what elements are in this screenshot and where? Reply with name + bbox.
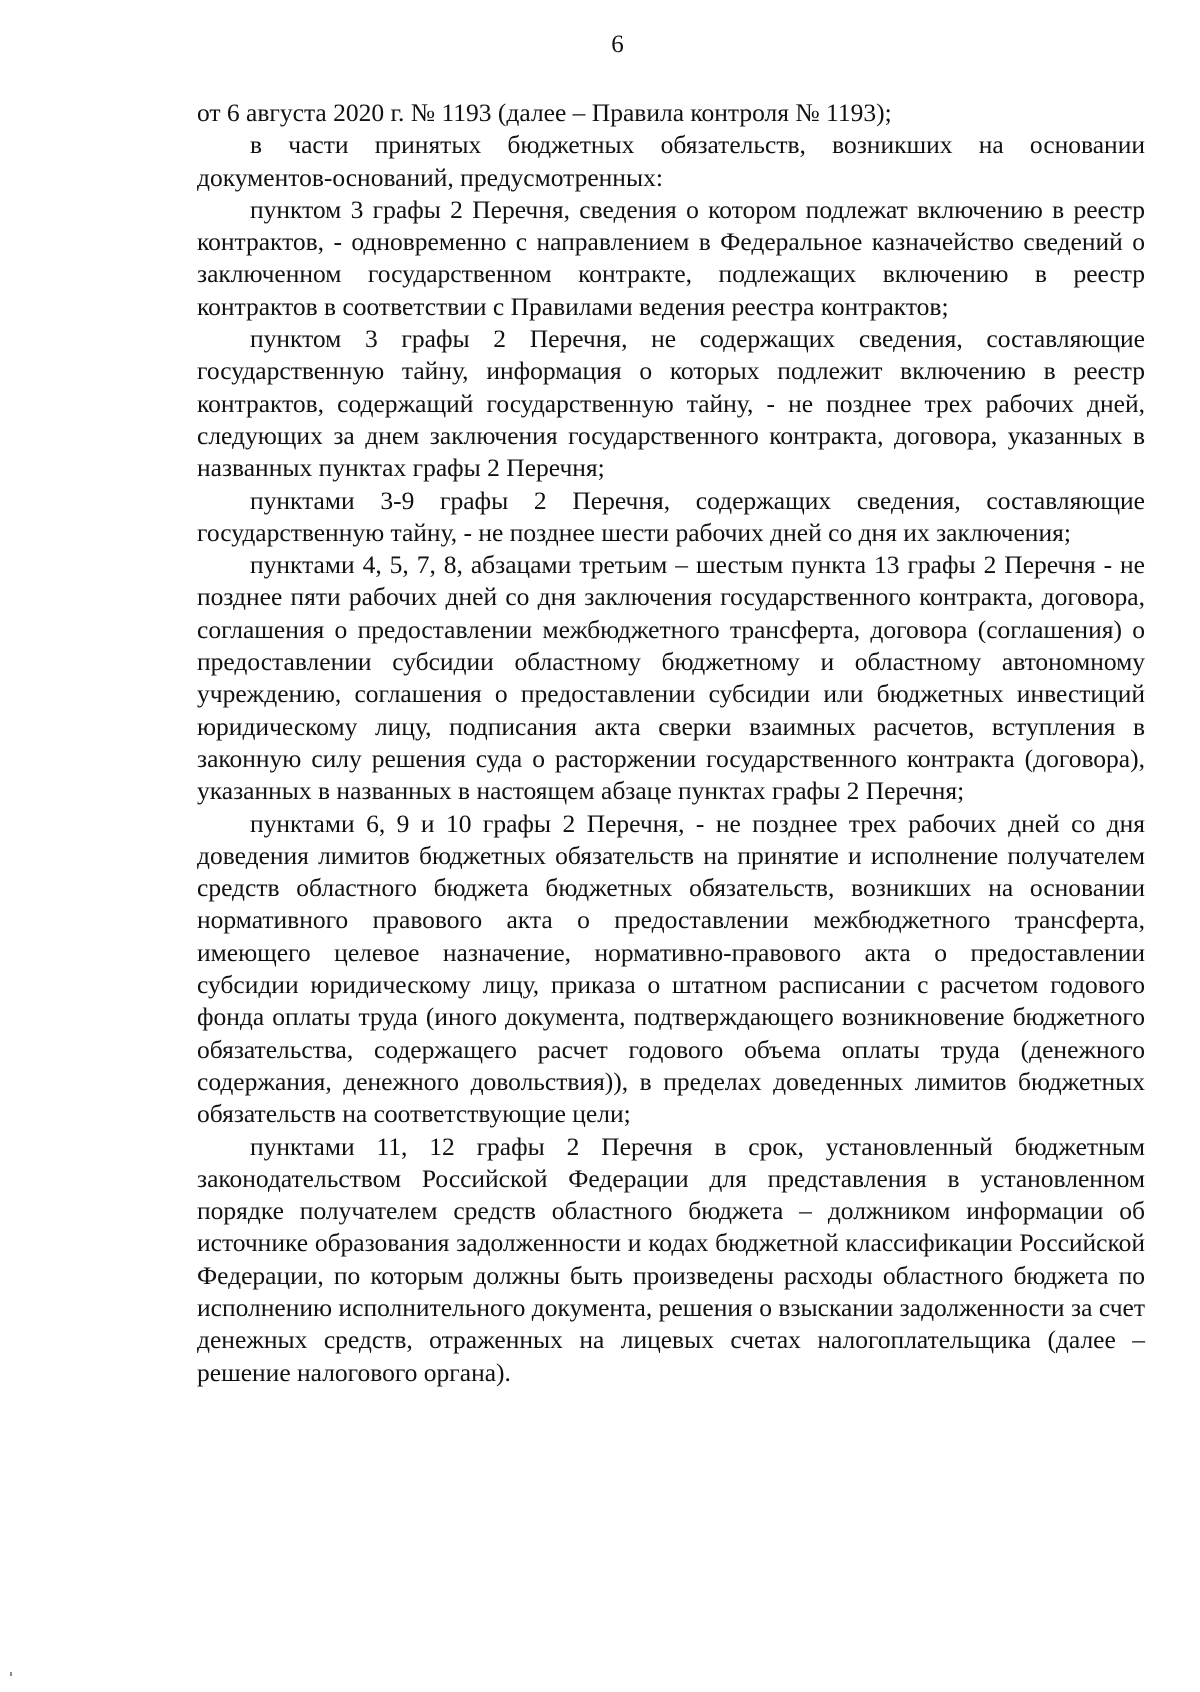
paragraph: пунктом 3 графы 2 Перечня, сведения о котором подлежат включению в реестр контрактов, - одновременно с направлением в Федеральное казначейство сведений о заключенном государственном контракте, подлежащих включению в реестр контрактов в соответствии с Правилами ведения реестра контрактов; [197, 194, 1145, 321]
paragraph: пунктами 11, 12 графы 2 Перечня в срок, установленный бюджетным законодательством Российской Федерации для представления в установленном порядке получателем средств областного бюджета – должником информации об источнике образования задолженности и кодах бюджетной классификации Российской Федерации, по которым должны быть произведены расходы областного бюджета по исполнению исполнительного документа, решения о взыскании задолженности за счет денежных средств, отраженных на лицевых счетах налогоплательщика (далее – решение налогового органа). [197, 1131, 1145, 1387]
scan-artifact-mark [10, 1672, 12, 1676]
document-body [197, 97, 1145, 1389]
paragraph: пунктами 3-9 графы 2 Перечня, содержащих сведения, составляющие государственную тайну, - не позднее шести рабочих дней со дня их заключения; [197, 485, 1145, 547]
paragraph: пунктами 4, 5, 7, 8, абзацами третьим – шестым пункта 13 графы 2 Перечня - не позднее пяти рабочих дней со дня заключения государственного контракта, договора, соглашения о предоставлении межбюджетного трансферта, договора (соглашения) о предоставлении субсидии областному бюджетному и областному автономному учреждению, соглашения о предоставлении субсидии или бюджетных инвестиций юридическому лицу, подписания акта сверки взаимных расчетов, вступления в законную силу решения суда о расторжении государственного контракта (договора), указанных в названных в настоящем абзаце пунктах графы 2 Перечня; [197, 550, 1145, 806]
paragraph: в части принятых бюджетных обязательств, возникших на основании документов-оснований, предусмотренных: [197, 130, 1145, 192]
paragraph-continuation: от 6 августа 2020 г. № 1193 (далее – Правила контроля № 1193); [197, 98, 892, 127]
page-number: 6 [611, 31, 624, 58]
paragraph: пунктом 3 графы 2 Перечня, не содержащих сведения, составляющие государственную тайну, информация о которых подлежит включению в реестр контрактов, содержащий государственную тайну, - не позднее трех рабочих дней, следующих за днем заключения государственного контракта, договора, указанных в названных пунктах графы 2 Перечня; [197, 324, 1145, 483]
paragraph: пунктами 6, 9 и 10 графы 2 Перечня, - не позднее трех рабочих дней со дня доведения лимитов бюджетных обязательств на принятие и исполнение получателем средств областного бюджета бюджетных обязательств, возникших на основании нормативного правового акта о предоставлении межбюджетного трансферта, имеющего целевое назначение, нормативно-правового акта о предоставлении субсидии юридическому лицу, приказа о штатном расписании с расчетом годового фонда оплаты труда (иного документа, подтверждающего возникновение бюджетного обязательства, содержащего расчет годового объема оплаты труда (денежного содержания, денежного довольствия)), в пределах доведенных лимитов бюджетных обязательств на соответствующие цели; [197, 808, 1145, 1129]
